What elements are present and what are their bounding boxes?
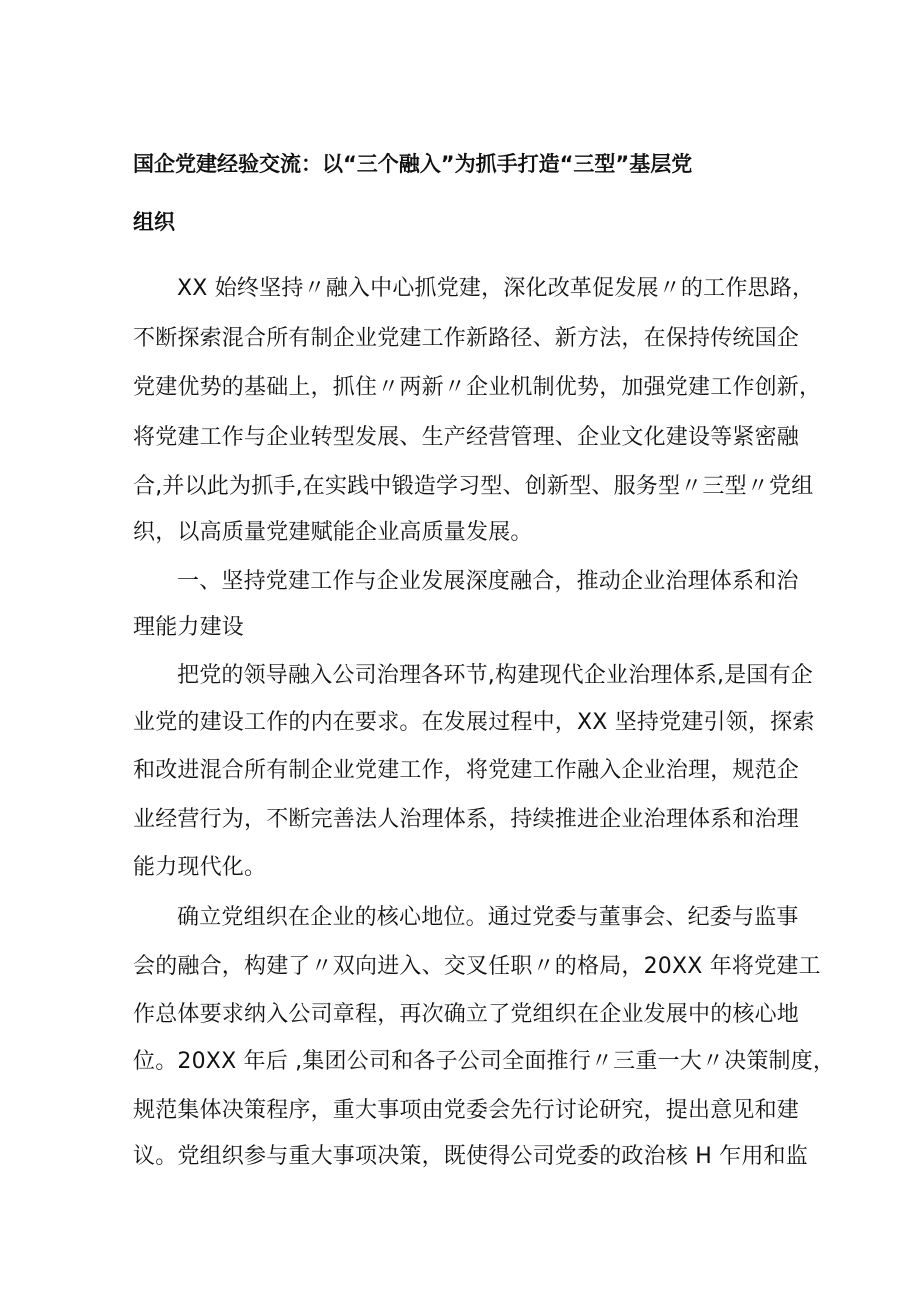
body-line: 把党的领导融入公司治理各环节,构建现代企业治理体系,是国有企: [177, 663, 813, 688]
body-line: 议。党组织参与重大事项决策，既使得公司党委的政治核 H 乍用和监: [133, 1144, 808, 1169]
section-heading-line: 理能力建设: [133, 615, 245, 640]
body-line: 织，以高质量党建赋能企业高质量发展。: [133, 520, 533, 545]
body-line: 将党建工作与企业转型发展、生产经营管理、企业文化建设等紧密融: [133, 425, 800, 450]
body-line: 不断探索混合所有制企业党建工作新路径、新方法，在保持传统国企: [133, 326, 800, 351]
body-line: 党建优势的基础上，抓住〃两新〃企业机制优势，加强党建工作创新，: [133, 375, 822, 400]
body-line: 业经营行为，不断完善法人治理体系，持续推进企业治理体系和治理: [133, 807, 800, 832]
body-line: 作总体要求纳入公司章程，再次确立了党组织在企业发展中的核心地: [133, 1002, 800, 1027]
document-title-line-2: 组织: [133, 210, 175, 234]
body-line: 规范集体决策程序，重大事项由党委会先行讨论研究，提出意见和建: [133, 1098, 800, 1123]
body-line: 能力现代化。: [133, 855, 267, 880]
body-line: 确立党组织在企业的核心地位。通过党委与董事会、纪委与监事: [177, 905, 799, 930]
body-line: 业党的建设工作的内在要求。在发展过程中，XX 坚持党建引领，探索: [133, 710, 815, 735]
body-line: XX 始终坚持〃融入中心抓党建，深化改革促发展〃的工作思路，: [177, 276, 815, 301]
section-heading-line: 一、坚持党建工作与企业发展深度融合，推动企业治理体系和治: [177, 569, 799, 594]
document-title-line-1: 国企党建经验交流：以“三个融入”为抓手打造“三型”基层党: [133, 152, 693, 176]
body-line: 和改进混合所有制企业党建工作，将党建工作融入企业治理，规范企: [133, 758, 800, 783]
body-line: 会的融合，构建了〃双向进入、交叉任职〃的格局，20XX 年将党建工: [133, 954, 821, 979]
body-line: 合,并以此为抓手,在实践中锻造学习型、创新型、服务型〃三型〃党组: [133, 474, 814, 499]
body-line: 位。20XX 年后 ,集团公司和各子公司全面推行〃三重一大〃决策制度，: [133, 1049, 836, 1074]
